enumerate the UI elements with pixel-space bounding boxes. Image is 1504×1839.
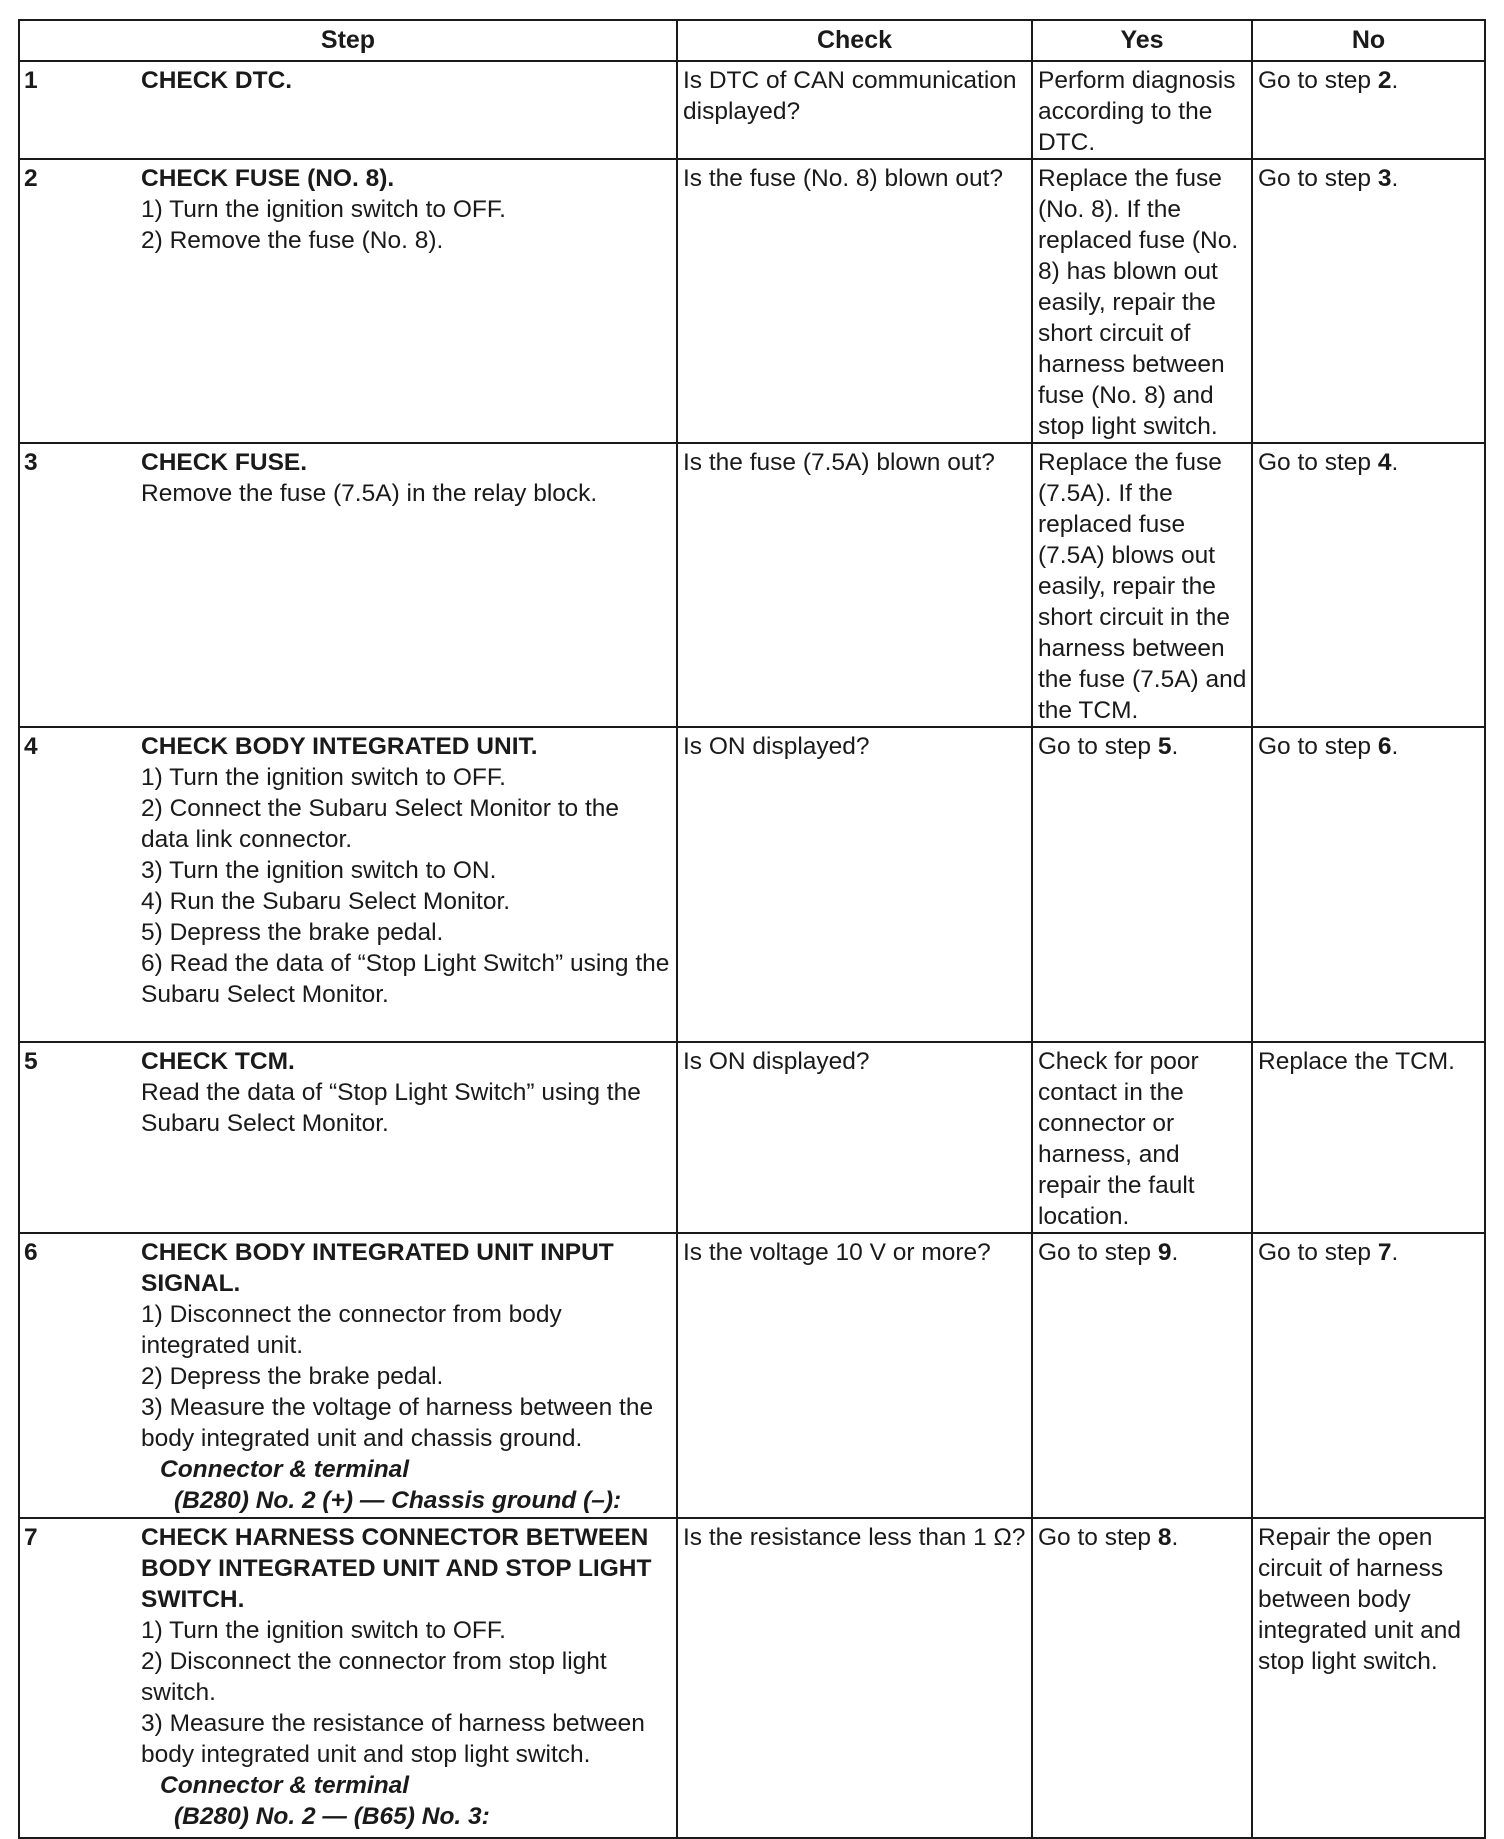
table-row: [19, 727, 1485, 1042]
yes-cell: Check for poor contact in the connector or harness, and repair the fault location.: [1032, 1042, 1252, 1233]
yes-cell: Go to step 8.: [1032, 1518, 1252, 1838]
step-cell: [141, 159, 677, 443]
step-instruction: 2) Depress the brake pedal.: [141, 1363, 444, 1390]
step-instruction: 5) Depress the brake pedal.: [141, 919, 444, 946]
no-cell: Go to step 6.: [1252, 727, 1485, 1042]
check-cell: Is DTC of CAN communication displayed?: [677, 61, 1032, 159]
step-number: 5: [19, 1042, 141, 1233]
step-instruction: 4) Run the Subaru Select Monitor.: [141, 888, 511, 915]
connector-label: Connector & terminal: [160, 1456, 410, 1483]
step-title: CHECK BODY INTEGRATED UNIT.: [141, 733, 538, 760]
step-cell: [141, 443, 677, 727]
step-cell: [141, 1233, 677, 1518]
yes-cell: Perform diagnosis according to the DTC.: [1032, 61, 1252, 159]
step-instruction: 1) Disconnect the connector from body integrated unit.: [141, 1301, 562, 1359]
yes-cell: Replace the fuse (7.5A). If the replaced fuse (7.5A) blows out easily, repair the short circuit in the harness between the fuse (7.5A) and the TCM.: [1032, 443, 1252, 727]
step-title: CHECK BODY INTEGRATED UNIT INPUT SIGNAL.: [141, 1239, 614, 1297]
step-title: CHECK FUSE (NO. 8).: [141, 165, 395, 192]
step-instruction: 1) Turn the ignition switch to OFF.: [141, 196, 506, 223]
connector-value: (B280) No. 2 (+) — Chassis ground (–):: [174, 1487, 622, 1514]
step-instruction: 2) Connect the Subaru Select Monitor to the data link connector.: [141, 795, 620, 853]
no-cell: Go to step 7.: [1252, 1233, 1485, 1518]
table-row: [19, 443, 1485, 727]
diagnostic-procedure-table: [18, 19, 1486, 1839]
yes-cell: Replace the fuse (No. 8). If the replaced fuse (No. 8) has blown out easily, repair the short circuit of harness between fuse (No. 8) and stop light switch.: [1032, 159, 1252, 443]
step-instruction: 3) Turn the ignition switch to ON.: [141, 857, 497, 884]
table-row: [19, 1042, 1485, 1233]
step-number: 7: [19, 1518, 141, 1838]
no-cell: Repair the open circuit of harness between body integrated unit and stop light switch.: [1252, 1518, 1485, 1838]
step-instruction: Read the data of “Stop Light Switch” using the Subaru Select Monitor.: [141, 1079, 641, 1137]
step-number: 4: [19, 727, 141, 1042]
step-instruction: 3) Measure the voltage of harness between the body integrated unit and chassis ground.: [141, 1394, 654, 1452]
check-cell: Is the resistance less than 1 Ω?: [677, 1518, 1032, 1838]
no-cell: Go to step 4.: [1252, 443, 1485, 727]
check-cell: Is ON displayed?: [677, 727, 1032, 1042]
yes-cell: Go to step 9.: [1032, 1233, 1252, 1518]
table-row: [19, 1518, 1485, 1838]
step-instruction: Remove the fuse (7.5A) in the relay block.: [141, 480, 598, 507]
step-cell: [141, 61, 677, 159]
table-row: [19, 1233, 1485, 1518]
no-cell: Go to step 2.: [1252, 61, 1485, 159]
step-instruction: 2) Disconnect the connector from stop light switch.: [141, 1648, 607, 1706]
step-instruction: 6) Read the data of “Stop Light Switch” using the Subaru Select Monitor.: [141, 950, 670, 1008]
header-check: Check: [677, 20, 1032, 61]
no-cell: Replace the TCM.: [1252, 1042, 1485, 1233]
step-instruction: 2) Remove the fuse (No. 8).: [141, 227, 444, 254]
step-title: CHECK FUSE.: [141, 449, 308, 476]
header-step: Step: [19, 20, 677, 61]
diagnostic-procedure-table-page: [18, 19, 1484, 1839]
step-cell: [141, 1042, 677, 1233]
step-title: CHECK TCM.: [141, 1048, 295, 1075]
step-instruction: 1) Turn the ignition switch to OFF.: [141, 764, 506, 791]
step-cell: [141, 727, 677, 1042]
step-number: 1: [19, 61, 141, 159]
header-yes: Yes: [1032, 20, 1252, 61]
header-no: No: [1252, 20, 1485, 61]
table-row: [19, 159, 1485, 443]
step-number: 2: [19, 159, 141, 443]
step-instruction: 1) Turn the ignition switch to OFF.: [141, 1617, 506, 1644]
step-number: 6: [19, 1233, 141, 1518]
connector-value: (B280) No. 2 — (B65) No. 3:: [174, 1803, 490, 1830]
check-cell: Is the voltage 10 V or more?: [677, 1233, 1032, 1518]
yes-cell: Go to step 5.: [1032, 727, 1252, 1042]
step-cell: [141, 1518, 677, 1838]
table-row: [19, 61, 1485, 159]
check-cell: Is ON displayed?: [677, 1042, 1032, 1233]
header-row: [19, 20, 1485, 61]
check-cell: Is the fuse (No. 8) blown out?: [677, 159, 1032, 443]
step-title: CHECK HARNESS CONNECTOR BETWEEN BODY INTEGRATED UNIT AND STOP LIGHT SWITCH.: [141, 1524, 652, 1613]
step-number: 3: [19, 443, 141, 727]
check-cell: Is the fuse (7.5A) blown out?: [677, 443, 1032, 727]
no-cell: Go to step 3.: [1252, 159, 1485, 443]
step-title: CHECK DTC.: [141, 67, 293, 94]
connector-label: Connector & terminal: [160, 1772, 410, 1799]
step-instruction: 3) Measure the resistance of harness between body integrated unit and stop light switch.: [141, 1710, 645, 1768]
